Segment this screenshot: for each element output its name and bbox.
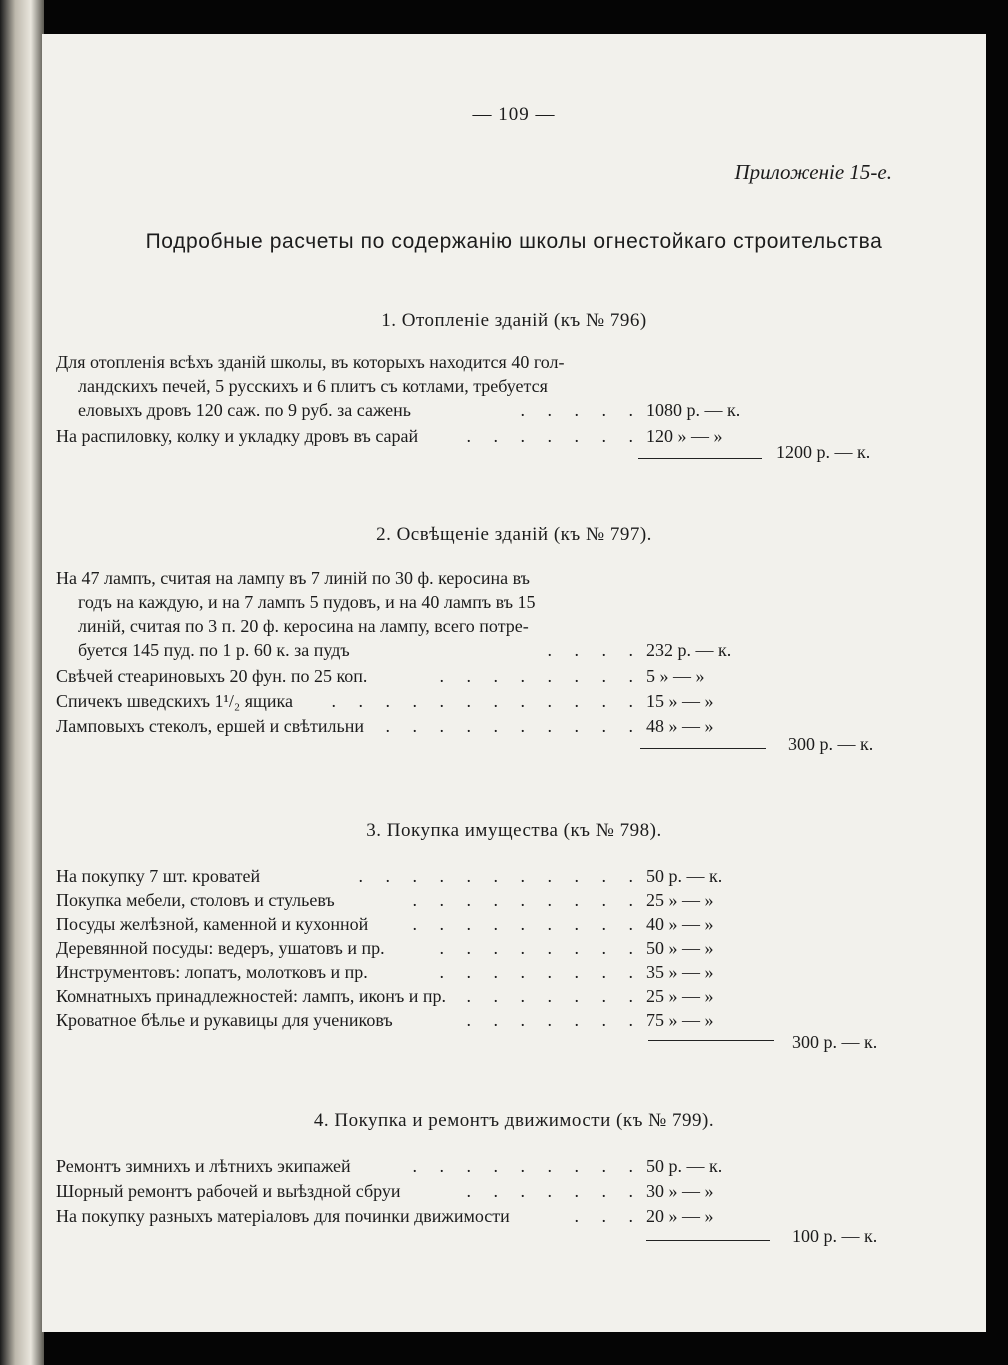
amount: 120 » — » <box>646 426 723 446</box>
amount: 50 р. — к. <box>646 1156 723 1176</box>
leader-dots: . . . . <box>547 640 642 660</box>
leader-dots: . . . . . . . <box>466 986 642 1006</box>
amount: 75 » — » <box>646 1010 714 1030</box>
leader-dots: . . . . . . . . . <box>412 1156 642 1176</box>
item-label: Спичекъ шведскихъ 1¹/₂ ящика <box>56 691 293 711</box>
total-rule <box>646 1240 770 1241</box>
amount: 50 р. — к. <box>646 866 723 886</box>
amount: 50 » — » <box>646 938 714 958</box>
leader-dots: . . . . . . . . <box>439 666 642 686</box>
section-total: 100 р. — к. <box>792 1226 878 1246</box>
paragraph-line: еловыхъ дровъ 120 саж. по 9 руб. за сажень <box>78 400 411 420</box>
item-label: Кроватное бѣлье и рукавицы для учениковъ <box>56 1010 393 1030</box>
item-label: Посуды желѣзной, каменной и кухонной <box>56 914 369 934</box>
amount: 30 » — » <box>646 1181 714 1201</box>
leader-dots: . . . . . . . <box>466 1010 642 1030</box>
paragraph-line: годъ на каждую, и на 7 лампъ 5 пудовъ, и на 40 лампъ въ 15 <box>78 592 536 612</box>
total-rule <box>648 1040 774 1041</box>
page-title: Подробные расчеты по содержанію школы огнестойкаго строительства <box>145 230 883 253</box>
page-number: — 109 — <box>472 104 556 125</box>
item-label: На покупку разныхъ матеріаловъ для починки движимости <box>56 1206 510 1226</box>
leader-dots: . . . . . . . . . . <box>385 716 642 736</box>
amount: 1080 р. — к. <box>646 400 741 420</box>
amount: 20 » — » <box>646 1206 714 1226</box>
item-label: Шорный ремонтъ рабочей и выѣздной сбруи <box>56 1181 401 1201</box>
section-total: 300 р. — к. <box>792 1032 878 1052</box>
leader-dots: . . . . . . . . . <box>412 890 642 910</box>
section-title-property: 3. Покупка имущества (къ № 798). <box>366 820 662 841</box>
item-label: Ремонтъ зимнихъ и лѣтнихъ экипажей <box>56 1156 351 1176</box>
amount: 40 » — » <box>646 914 714 934</box>
leader-dots: . . . . . . . . . . . . <box>331 691 642 711</box>
amount: 15 » — » <box>646 691 714 711</box>
item-label: Инструментовъ: лопатъ, молотковъ и пр. <box>56 962 368 982</box>
item-label: Покупка мебели, столовъ и стульевъ <box>56 890 335 910</box>
leader-dots: . . . . . <box>520 400 642 420</box>
total-rule <box>638 458 762 459</box>
paragraph-line: На 47 лампъ, считая на лампу въ 7 линій по 30 ф. керосина въ <box>56 568 530 588</box>
leader-dots: . . . . . . . . <box>439 962 642 982</box>
leader-dots: . . . . . . . . <box>439 938 642 958</box>
item-label: На распиловку, колку и укладку дровъ въ сарай <box>56 426 419 446</box>
appendix-label: Приложеніе 15-е. <box>734 160 892 184</box>
section-title-movables: 4. Покупка и ремонтъ движимости (къ № 799). <box>313 1110 715 1131</box>
section-title-heating: 1. Отопленіе зданій (къ № 796) <box>381 310 647 331</box>
paragraph-line: ландскихъ печей, 5 русскихъ и 6 плитъ съ котлами, требуется <box>78 376 548 396</box>
item-label: Деревянной посуды: ведеръ, ушатовъ и пр. <box>56 938 385 958</box>
paragraph-line: буется 145 пуд. по 1 р. 60 к. за пудъ <box>78 640 350 660</box>
item-label: На покупку 7 шт. кроватей <box>56 866 261 886</box>
leader-dots: . . . <box>574 1206 642 1226</box>
section-total: 300 р. — к. <box>788 734 874 754</box>
amount: 232 р. — к. <box>646 640 732 660</box>
amount: 48 » — » <box>646 716 714 736</box>
leader-dots: . . . . . . . . . <box>412 914 642 934</box>
paragraph-line: линій, считая по 3 п. 20 ф. керосина на лампу, всего потре- <box>78 616 529 636</box>
section-total: 1200 р. — к. <box>776 442 871 462</box>
document-page <box>42 34 986 1332</box>
amount: 25 » — » <box>646 890 714 910</box>
item-label: Ламповыхъ стеколъ, ершей и свѣтильни <box>56 716 364 736</box>
item-label: Комнатныхъ принадлежностей: лампъ, иконъ и пр. <box>56 986 447 1006</box>
leader-dots: . . . . . . . . . . . <box>358 866 642 886</box>
paragraph-line: Для отопленія всѣхъ зданій школы, въ которыхъ находится 40 гол- <box>56 352 565 372</box>
section-title-lighting: 2. Освѣщеніе зданій (къ № 797). <box>376 524 652 545</box>
amount: 5 » — » <box>646 666 705 686</box>
amount: 25 » — » <box>646 986 714 1006</box>
book-spine <box>0 0 44 1365</box>
total-rule <box>640 748 766 749</box>
leader-dots: . . . . . . . <box>466 1181 642 1201</box>
amount: 35 » — » <box>646 962 714 982</box>
leader-dots: . . . . . . . <box>466 426 642 446</box>
item-label: Свѣчей стеариновыхъ 20 фун. по 25 коп. <box>56 666 368 686</box>
